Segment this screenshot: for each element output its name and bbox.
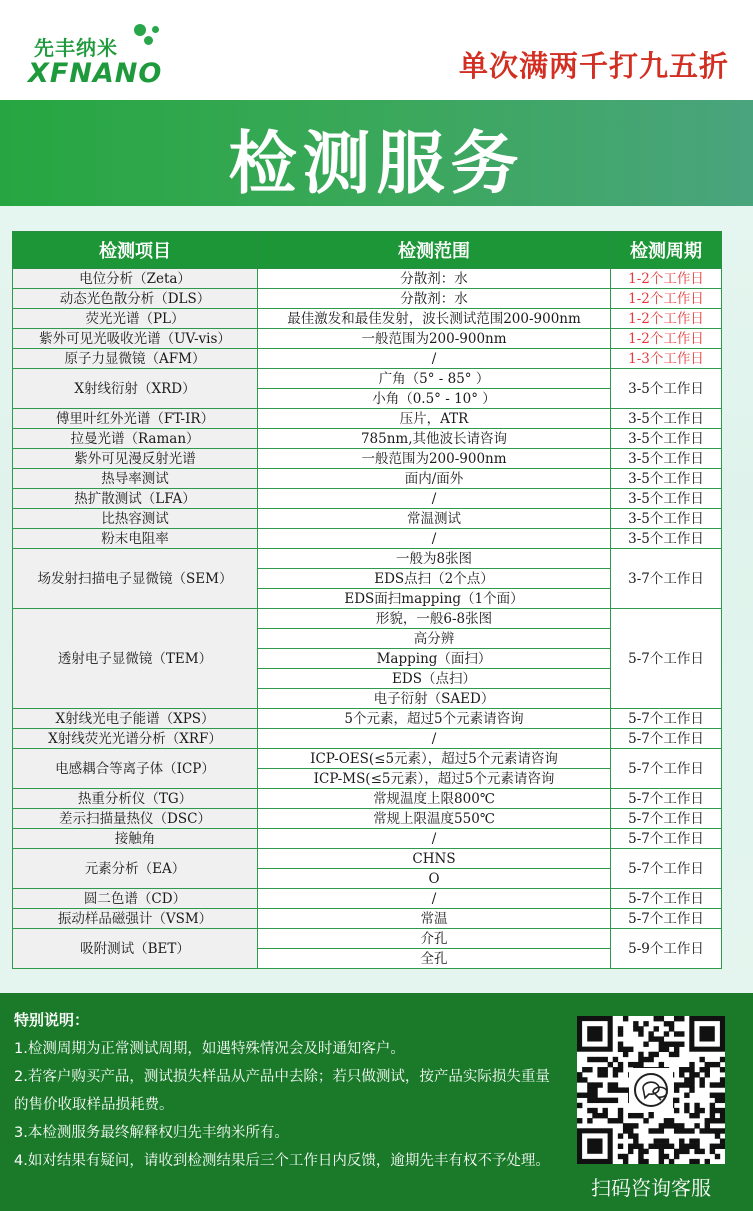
range-cell: 压片，ATR: [258, 409, 611, 429]
period-cell: 5-7个工作日: [611, 829, 722, 849]
range-cell: 一般范围为200-900nm: [258, 449, 611, 469]
period-cell: 3-5个工作日: [611, 509, 722, 529]
item-name-cell: 比热容测试: [13, 509, 258, 529]
range-cell: 常规上限温度550℃: [258, 809, 611, 829]
table-row: [13, 929, 722, 949]
range-cell: 全孔: [258, 949, 611, 969]
period-cell: 5-7个工作日: [611, 729, 722, 749]
brand-logo[interactable]: [28, 22, 188, 89]
table-row: [13, 909, 722, 929]
table-row: [13, 829, 722, 849]
item-name-cell: 傅里叶红外光谱（FT-IR）: [13, 409, 258, 429]
item-name-cell: 粉末电阻率: [13, 529, 258, 549]
range-cell: ICP-OES(≤5元素），超过5个元素请咨询: [258, 749, 611, 769]
range-cell: 785nm,其他波长请咨询: [258, 429, 611, 449]
table-body: [13, 269, 722, 969]
period-cell: 3-5个工作日: [611, 429, 722, 449]
range-cell: 形貌，一般6-8张图: [258, 609, 611, 629]
period-cell: 5-9个工作日: [611, 929, 722, 969]
range-cell: Mapping（面扫）: [258, 649, 611, 669]
period-cell: 1-2个工作日: [611, 289, 722, 309]
item-name-cell: 透射电子显微镜（TEM）: [13, 609, 258, 709]
range-cell: O: [258, 869, 611, 889]
item-name-cell: 圆二色谱（CD）: [13, 889, 258, 909]
item-name-cell: 热扩散测试（LFA）: [13, 489, 258, 509]
period-cell: 3-5个工作日: [611, 489, 722, 509]
table-row: [13, 429, 722, 449]
range-cell: /: [258, 729, 611, 749]
table-row: [13, 309, 722, 329]
range-cell: EDS面扫mapping（1个面）: [258, 589, 611, 609]
period-cell: 3-5个工作日: [611, 449, 722, 469]
item-name-cell: 场发射扫描电子显微镜（SEM）: [13, 549, 258, 609]
range-cell: /: [258, 489, 611, 509]
range-cell: CHNS: [258, 849, 611, 869]
logo-dot-icon: [134, 24, 146, 36]
table-row: [13, 289, 722, 309]
table-row: [13, 709, 722, 729]
header-period: 检测周期: [611, 232, 722, 269]
note-item: 1.检测周期为正常测试周期，如遇特殊情况会及时通知客户。: [14, 1041, 405, 1057]
period-cell: 1-3个工作日: [611, 349, 722, 369]
range-cell: 面内/面外: [258, 469, 611, 489]
range-cell: 常规温度上限800℃: [258, 789, 611, 809]
notes-title: 特别说明：: [14, 1011, 90, 1029]
range-cell: 广角（5° - 85° ）: [258, 369, 611, 389]
page-title: 检测服务: [228, 125, 525, 204]
header-item: 检测项目: [13, 232, 258, 269]
note-item: 3.本检测服务最终解释权归先丰纳米所有。: [14, 1125, 289, 1141]
period-cell: 5-7个工作日: [611, 809, 722, 829]
range-cell: 最佳激发和最佳发射，波长测试范围200-900nm: [258, 309, 611, 329]
item-name-cell: 荧光光谱（PL）: [13, 309, 258, 329]
item-name-cell: 差示扫描量热仪（DSC）: [13, 809, 258, 829]
table-row: [13, 749, 722, 769]
item-name-cell: 紫外可见光吸收光谱（UV-vis）: [13, 329, 258, 349]
table-row: [13, 449, 722, 469]
range-cell: /: [258, 889, 611, 909]
period-cell: 3-5个工作日: [611, 369, 722, 409]
period-cell: 5-7个工作日: [611, 609, 722, 709]
table-row: [13, 529, 722, 549]
period-cell: 5-7个工作日: [611, 889, 722, 909]
item-name-cell: X射线荧光光谱分析（XRF）: [13, 729, 258, 749]
period-cell: 1-2个工作日: [611, 269, 722, 289]
period-cell: 3-5个工作日: [611, 469, 722, 489]
range-cell: 常温测试: [258, 509, 611, 529]
brand-name-cn: 先丰纳米: [34, 36, 118, 60]
table-row: [13, 809, 722, 829]
table-row: [13, 789, 722, 809]
range-cell: 介孔: [258, 929, 611, 949]
range-cell: EDS点扫（2个点）: [258, 569, 611, 589]
range-cell: 常温: [258, 909, 611, 929]
table-row: [13, 849, 722, 869]
table-row: [13, 469, 722, 489]
period-cell: 3-5个工作日: [611, 529, 722, 549]
note-item: 4.如对结果有疑问，请收到检测结果后三个工作日内反馈，逾期先丰有权不予处理。: [14, 1153, 550, 1169]
range-cell: ICP-MS(≤5元素），超过5个元素请咨询: [258, 769, 611, 789]
period-cell: 5-7个工作日: [611, 709, 722, 729]
note-item: 2.若客户购买产品，测试损失样品从产品中去除；若只做测试，按产品实际损失重量的售价收取样品损耗费。: [14, 1069, 550, 1113]
logo-dot-icon: [152, 26, 159, 33]
header-range: 检测范围: [258, 232, 611, 269]
item-name-cell: 电位分析（Zeta）: [13, 269, 258, 289]
item-name-cell: 紫外可见漫反射光谱: [13, 449, 258, 469]
table-row: [13, 509, 722, 529]
item-name-cell: 接触角: [13, 829, 258, 849]
table-row: [13, 329, 722, 349]
table-row: [13, 549, 722, 569]
range-cell: 高分辨: [258, 629, 611, 649]
table-row: [13, 409, 722, 429]
qr-code[interactable]: [577, 1016, 725, 1164]
table-row: [13, 269, 722, 289]
service-table: [12, 231, 722, 969]
item-name-cell: X射线衍射（XRD）: [13, 369, 258, 409]
range-cell: 分散剂：水: [258, 269, 611, 289]
item-name-cell: 热导率测试: [13, 469, 258, 489]
period-cell: 1-2个工作日: [611, 309, 722, 329]
item-name-cell: 元素分析（EA）: [13, 849, 258, 889]
range-cell: 5个元素，超过5个元素请咨询: [258, 709, 611, 729]
item-name-cell: 振动样品磁强计（VSM）: [13, 909, 258, 929]
table-row: [13, 489, 722, 509]
range-cell: /: [258, 349, 611, 369]
period-cell: 3-5个工作日: [611, 409, 722, 429]
table-row: [13, 349, 722, 369]
item-name-cell: 拉曼光谱（Raman）: [13, 429, 258, 449]
item-name-cell: 原子力显微镜（AFM）: [13, 349, 258, 369]
period-cell: 5-7个工作日: [611, 909, 722, 929]
item-name-cell: X射线光电子能谱（XPS）: [13, 709, 258, 729]
item-name-cell: 电感耦合等离子体（ICP）: [13, 749, 258, 789]
range-cell: 一般为8张图: [258, 549, 611, 569]
logo-dot-icon: [144, 36, 153, 45]
period-cell: 5-7个工作日: [611, 749, 722, 789]
item-name-cell: 热重分析仪（TG）: [13, 789, 258, 809]
promo-text: 单次满两千打九五折: [458, 49, 729, 83]
range-cell: 一般范围为200-900nm: [258, 329, 611, 349]
title-banner: [0, 100, 753, 206]
table-row: [13, 889, 722, 909]
qr-code-icon: [577, 1016, 725, 1164]
range-cell: /: [258, 529, 611, 549]
table-header-row: [13, 232, 722, 269]
table-row: [13, 729, 722, 749]
range-cell: 分散剂：水: [258, 289, 611, 309]
qr-caption: 扫码咨询客服: [591, 1176, 711, 1200]
period-cell: 1-2个工作日: [611, 329, 722, 349]
table-row: [13, 369, 722, 389]
item-name-cell: 吸附测试（BET）: [13, 929, 258, 969]
range-cell: 小角（0.5° - 10° ）: [258, 389, 611, 409]
range-cell: 电子衍射（SAED）: [258, 689, 611, 709]
item-name-cell: 动态光色散分析（DLS）: [13, 289, 258, 309]
header: [0, 0, 753, 100]
range-cell: EDS（点扫）: [258, 669, 611, 689]
period-cell: 5-7个工作日: [611, 849, 722, 889]
table-row: [13, 609, 722, 629]
period-cell: 3-7个工作日: [611, 549, 722, 609]
range-cell: /: [258, 829, 611, 849]
period-cell: 5-7个工作日: [611, 789, 722, 809]
brand-name-en: XFNANO: [28, 58, 163, 89]
